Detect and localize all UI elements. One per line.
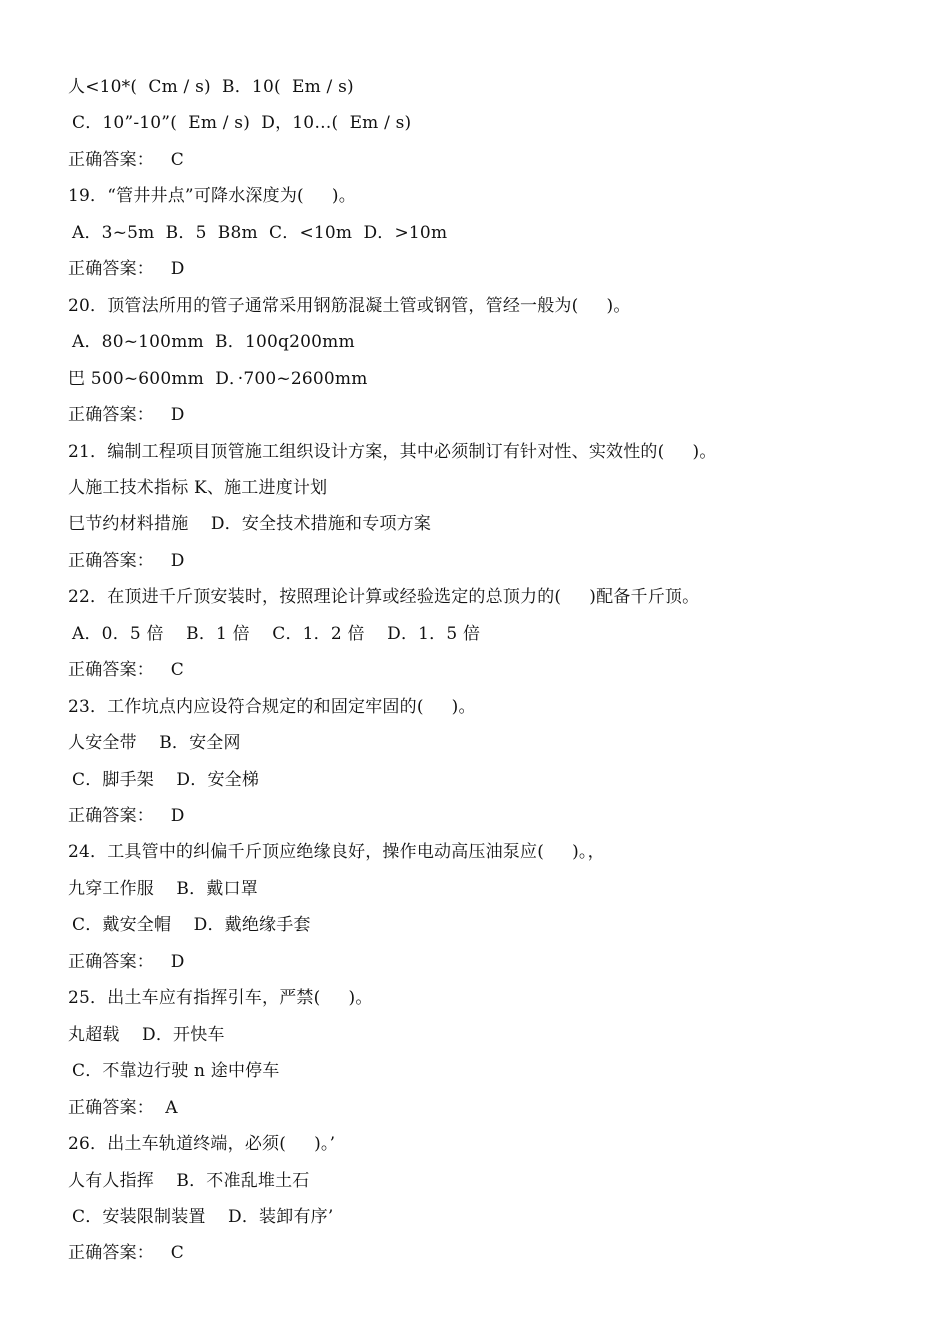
text-line: 人安全带 B．安全网 <box>68 733 241 754</box>
text-line: 人<10*( Cm / s) B．10( Em / s) <box>68 77 354 97</box>
text-line: 九穿工作服 B．戴口罩 <box>68 878 258 899</box>
text-line: 人有人指挥 B．不准乱堆土石 <box>68 1170 310 1191</box>
text-line: C．安装限制装置 D．装卸有序’ <box>72 1206 334 1227</box>
text-line: 25．出土车应有指挥引车，严禁( )。 <box>68 988 373 1009</box>
text-line: C．10”-10”( Em / s) D，10…( Em / s) <box>72 113 412 134</box>
text-line: 正确答案： A <box>68 1097 178 1118</box>
text-line: 正确答案： D <box>68 405 185 426</box>
text-line: 正确答案： D <box>68 550 185 571</box>
text-line: 正确答案： C <box>68 149 185 170</box>
text-line: 20．顶管法所用的管子通常采用钢筋混凝土管或钢管，管经一般为( )。 <box>68 295 631 316</box>
text-line: 正确答案： C <box>68 660 185 681</box>
text-line: 26．出土车轨道终端，必须( )。’ <box>68 1134 336 1155</box>
text-line: 24．工具管中的纠偏千斤顶应绝缘良好，操作电动高压油泵应( )。， <box>68 842 605 863</box>
text-line: 人施工技术指标 K、施工进度计划 <box>68 477 328 498</box>
text-line: A．80~100mm B．100q200mm <box>72 332 355 353</box>
text-line: 正确答案： C <box>68 1243 185 1264</box>
text-line: 巴 500~600mm D．·700~2600mm <box>68 368 368 389</box>
text-line: A．0．5 倍 B．1 倍 C．1．2 倍 D．1．5 倍 <box>72 623 481 644</box>
text-line: C．戴安全帽 D．戴绝缘手套 <box>72 915 311 936</box>
text-line: 丸超载 D．开快车 <box>68 1024 225 1045</box>
text-line: 正确答案： D <box>68 951 185 972</box>
text-line: 21．编制工程项目顶管施工组织设计方案，其中必须制订有针对性、实效性的( )。 <box>68 441 717 462</box>
text-line: 22．在顶进千斤顶安装时，按照理论计算或经验选定的总顶力的( )配备千斤顶。 <box>68 587 700 608</box>
text-line: 正确答案： D <box>68 259 185 280</box>
text-line: 正确答案： D <box>68 806 185 826</box>
text-line: 19．“管井井点”可降水深度为( )。 <box>68 186 356 207</box>
text-line: C．脚手架 D．安全梯 <box>72 769 260 790</box>
text-line: 23．工作坑点内应设符合规定的和固定牢固的( )。 <box>68 696 476 717</box>
text-line: 巳节约材料措施 D．安全技术措施和专项方案 <box>68 514 432 535</box>
text-line: A．3~5m B．5 B8m C．<10m D．>10m <box>72 222 448 243</box>
text-line: C．不靠边行驶 n 途中停车 <box>72 1061 280 1082</box>
